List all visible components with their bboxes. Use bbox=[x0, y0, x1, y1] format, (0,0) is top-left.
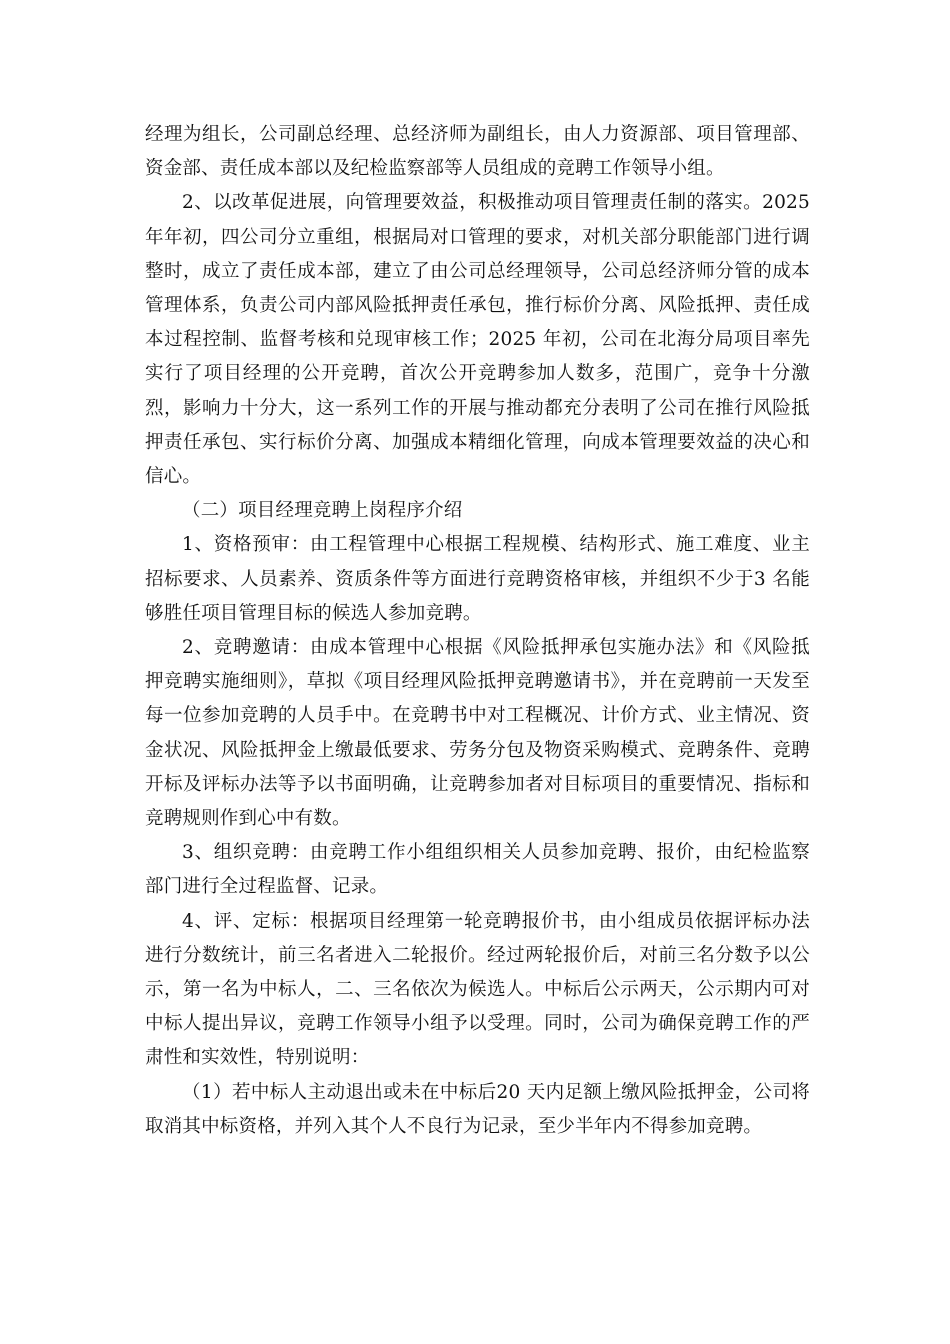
paragraph-note-1: （1）若中标人主动退出或未在中标后20 天内足额上缴风险抵押金，公司将取消其中标资格，并列入其个人不良行为记录，至少半年内不得参加竞聘。 bbox=[145, 1081, 810, 1137]
paragraph-bid-invitation: 2、竞聘邀请：由成本管理中心根据《风险抵押承包实施办法》和《风险抵押竞聘实施细则》，草拟《项目经理风险抵押竞聘邀请书》，并在竞聘前一天发至每一位参加竞聘的人员手中。在竞聘书中对工程概况、计价方式、业主情况、资金状况、风险抵押金上缴最低要求、劳务分包及物资采购模式、竞聘条件、竞聘开标及评标办法等予以书面明确，让竞聘参加者对目标项目的重要情况、指标和竞聘规则作到心中有数。 bbox=[145, 637, 810, 830]
document-body bbox=[145, 118, 810, 1144]
paragraph-qualification-review: 1、资格预审：由工程管理中心根据工程规模、结构形式、施工难度、业主招标要求、人员素养、资质条件等方面进行竞聘资格审核，并组织不少于3 名能够胜任项目管理目标的候选人参加竞聘。 bbox=[145, 534, 810, 624]
section-heading-procedure: （二）项目经理竞聘上岗程序介绍 bbox=[182, 500, 463, 522]
paragraph-continuation: 经理为组长，公司副总经理、总经济师为副组长，由人力资源部、项目管理部、资金部、责任成本部以及纪检监察部等人员组成的竞聘工作领导小组。 bbox=[145, 124, 810, 180]
paragraph-organize-bidding: 3、组织竞聘：由竞聘工作小组组织相关人员参加竞聘、报价，由纪检监察部门进行全过程监督、记录。 bbox=[145, 842, 810, 898]
paragraph-evaluation: 4、评、定标：根据项目经理第一轮竞聘报价书，由小组成员依据评标办法进行分数统计，前三名者进入二轮报价。经过两轮报价后，对前三名分数予以公示，第一名为中标人，二、三名依次为候选人。中标后公示两天，公示期内可对中标人提出异议，竞聘工作领导小组予以受理。同时，公司为确保竞聘工作的严肃性和实效性，特别说明： bbox=[145, 910, 810, 1069]
paragraph-reform-progress: 2、以改革促进展，向管理要效益，积极推动项目管理责任制的落实。2025年年初，四公司分立重组，根据局对口管理的要求，对机关部分职能部门进行调整时，成立了责任成本部，建立了由公司总经理领导，公司总经济师分管的成本管理体系，负责公司内部风险抵押责任承包，推行标价分离、风险抵押、责任成本过程控制、监督考核和兑现审核工作；2025 年初，公司在北海分局项目率先实行了项目经理的公开竞聘，首次公开竞聘参加人数多，范围广，竞争十分激烈，影响力十分大，这一系列工作的开展与推动都充分表明了公司在推行风险抵押责任承包、实行标价分离、加强成本精细化管理，向成本管理要效益的决心和信心。 bbox=[145, 192, 810, 488]
